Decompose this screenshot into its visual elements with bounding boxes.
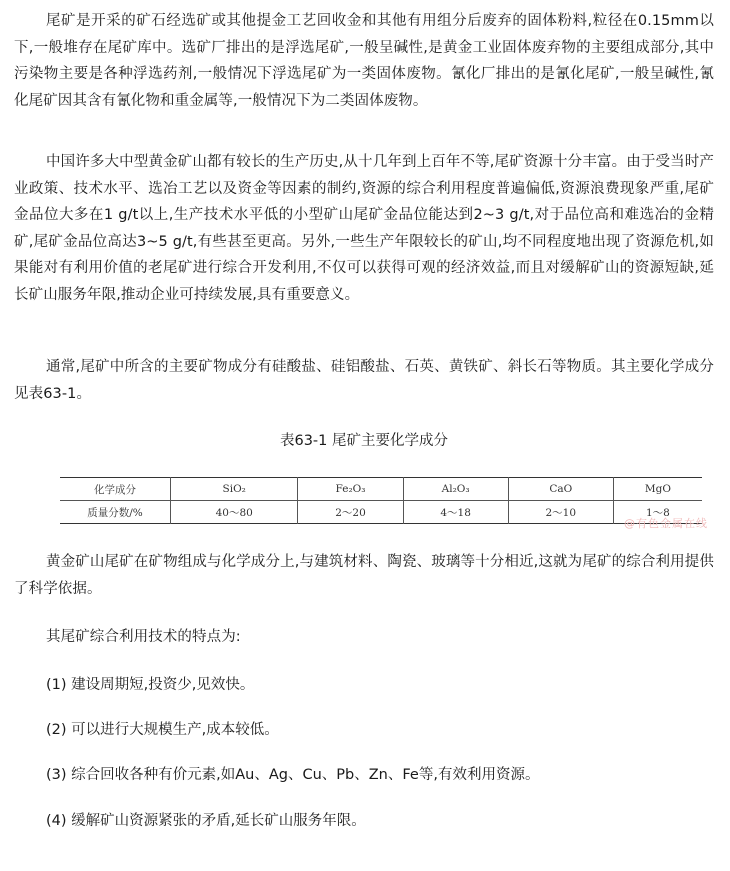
table-cell-mgo: 1～8 [613, 501, 702, 524]
table-column-sio2: SiO₂ [171, 478, 298, 501]
table-header-label: 化学成分 [60, 478, 171, 501]
paragraph-tailings-definition: 尾矿是开采的矿石经选矿或其他提金工艺回收金和其他有用组分后废弃的固体粉料,粒径在0.15mm以下,一般堆存在尾矿库中。选矿厂排出的是浮选尾矿,一般呈碱性,是黄金工业固体废弃物的主要组成部分,其中污染物主要是各种浮选药剂,一般情况下浮选尾矿为一类固体废物。氰化厂排出的是氰化尾矿,一般呈碱性,氰化尾矿因其含有氰化物和重金属等,一般情况下为二类固体废物。 [14, 13, 714, 109]
table-caption: 表63-1 尾矿主要化学成分 [279, 433, 449, 449]
table-column-fe2o3: Fe₂O₃ [298, 478, 403, 501]
list-item: (2) 可以进行大规模生产,成本较低。 [46, 722, 279, 738]
chemical-composition-table-wrap [60, 477, 708, 530]
table-column-al2o3: Al₂O₃ [403, 478, 508, 501]
list-item: (1) 建设周期短,投资少,见效快。 [46, 677, 255, 693]
table-column-mgo: MgO [613, 478, 702, 501]
table-cell-al2o3: 4～18 [403, 501, 508, 524]
paragraph-features-intro: 其尾矿综合利用技术的特点为: [46, 629, 241, 645]
watermark: @有色金属在线 [624, 517, 708, 530]
table-value-row [60, 501, 702, 524]
table-cell-fe2o3: 2～20 [298, 501, 403, 524]
paragraph-scientific-basis: 黄金矿山尾矿在矿物组成与化学成分上,与建筑材料、陶瓷、玻璃等十分相近,这就为尾矿的综合利用提供了科学依据。 [14, 554, 714, 597]
paragraph-tailings-resources: 中国许多大中型黄金矿山都有较长的生产历史,从十几年到上百年不等,尾矿资源十分丰富。由于受当时产业政策、技术水平、选冶工艺以及资金等因素的制约,资源的综合利用程度普遍偏低,资源浪费现象严重,尾矿金品位大多在1 g/t以上,生产技术水平低的小型矿山尾矿金品位能达到2~3 g/t,对于品位高和难选冶的金精矿,尾矿金品位高达3~5 g/t,有些甚至更高。另外,一些生产年限较长的矿山,均不同程度地出现了资源危机,如果能对有利用价值的老尾矿进行综合开发利用,不仅可以获得可观的经济效益,而且对缓解矿山的资源短缺,延长矿山服务年限,推动企业可持续发展,具有重要意义。 [14, 154, 714, 303]
table-cell-sio2: 40～80 [171, 501, 298, 524]
list-item: (3) 综合回收各种有价元素,如Au、Ag、Cu、Pb、Zn、Fe等,有效利用资源。 [46, 767, 540, 783]
table-column-cao: CaO [508, 478, 613, 501]
list-item: (4) 缓解矿山资源紧张的矛盾,延长矿山服务年限。 [46, 813, 366, 829]
table-value-label: 质量分数/% [87, 506, 143, 519]
paragraph-mineral-composition: 通常,尾矿中所含的主要矿物成分有硅酸盐、硅铝酸盐、石英、黄铁矿、斜长石等物质。其主要化学成分见表63-1。 [14, 359, 714, 402]
table-cell-cao: 2～10 [508, 501, 613, 524]
chemical-composition-table [60, 477, 702, 524]
table-header-row [60, 478, 702, 501]
